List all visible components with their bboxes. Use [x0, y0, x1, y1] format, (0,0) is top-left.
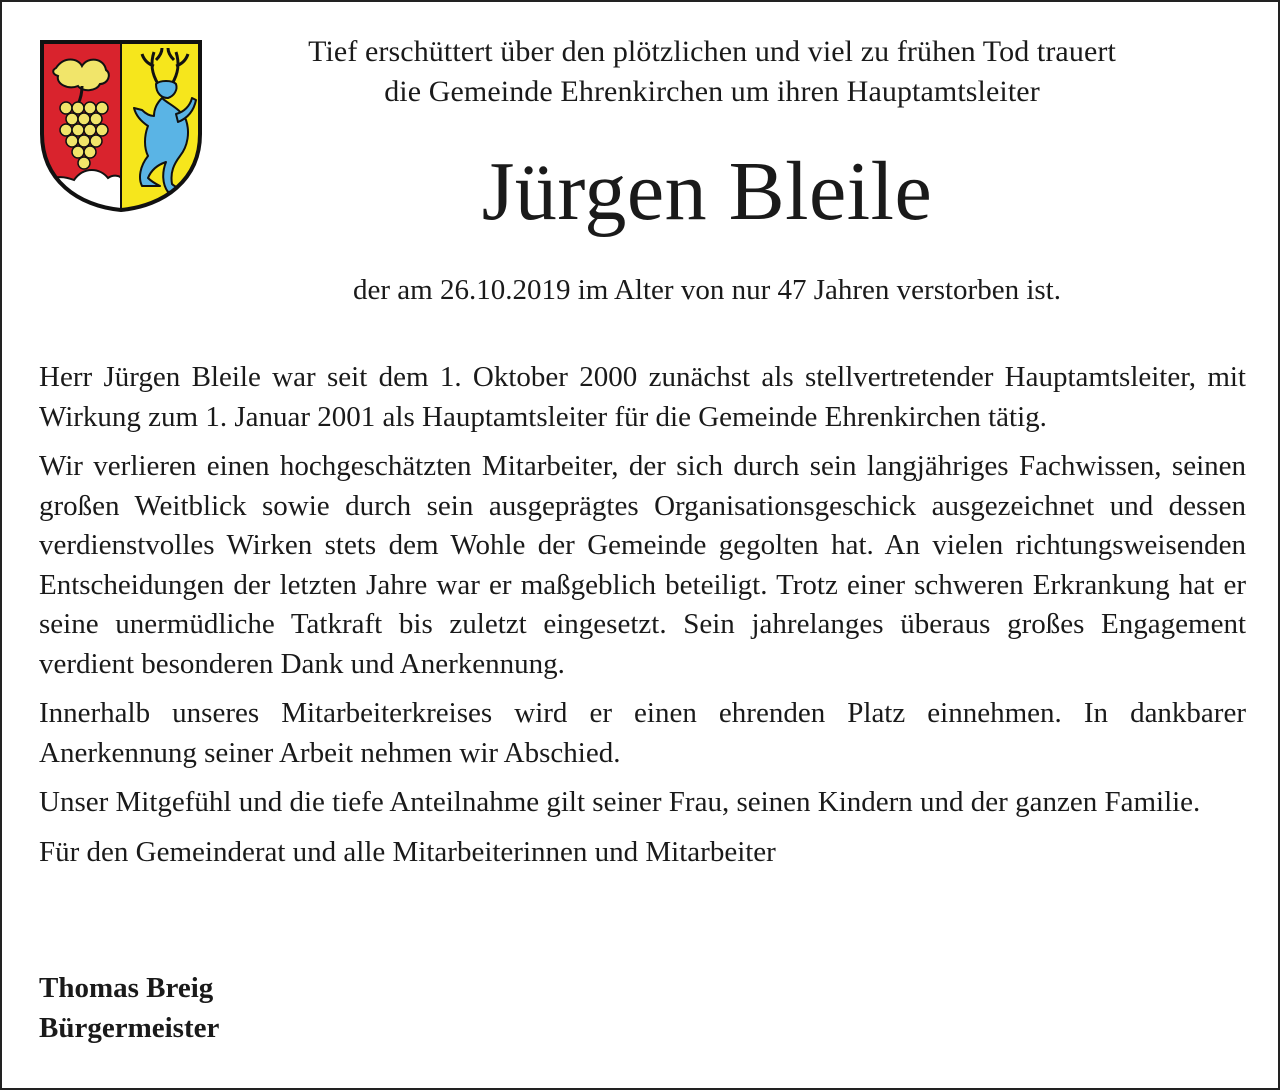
- paragraph-tribute: Wir verlieren einen hochgeschätzten Mitarbeiter, der sich durch sein langjähriges Fachwissen, seinen großen Weitblick sowie durch sein ausgeprägtes Organisationsgeschick ausgezeichnet und dessen verdienstvolles Wirken stets dem Wohle der Gemeinde gegolten hat. An vielen richtungsweisenden Entscheidungen der letzten Jahre war er maßgeblich beteiligt. Trotz einer schweren Erkrankung hat er seine unermüdliche Tatkraft bis zuletzt eingesetzt. Sein jahrelanges überaus großes Engagement verdient besonderen Dank und Anerkennung.: [39, 450, 1246, 680]
- intro-line-2: die Gemeinde Ehrenkirchen um ihren Hauptamtsleiter: [384, 75, 1040, 108]
- coat-of-arms-icon: [38, 38, 204, 214]
- paragraph-career: Herr Jürgen Bleile war seit dem 1. Oktober 2000 zunächst als stellvertretender Hauptamtsleiter, mit Wirkung zum 1. Januar 2001 als Hauptamtsleiter für die Gemeinde Ehrenkirchen tätig.: [39, 361, 1246, 433]
- paragraph-condolences: Unser Mitgefühl und die tiefe Anteilnahme gilt seiner Frau, seinen Kindern und der ganzen Familie.: [39, 786, 1201, 818]
- obituary-body: [39, 358, 1246, 882]
- paragraph-on-behalf: Für den Gemeinderat und alle Mitarbeiterinnen und Mitarbeiter: [39, 835, 776, 868]
- signer-name: Thomas Breig: [39, 972, 214, 1004]
- signer-title: Bürgermeister: [39, 1012, 220, 1044]
- intro-line-1: Tief erschüttert über den plötzlichen und viel zu frühen Tod trauert: [308, 35, 1116, 68]
- deceased-name: Jürgen Bleile: [481, 145, 933, 238]
- intro-text: [222, 32, 1202, 112]
- paragraph-farewell: Innerhalb unseres Mitarbeiterkreises wird er einen ehrenden Platz einnehmen. In dankbarer Anerkennung seiner Arbeit nehmen wir Abschied.: [39, 697, 1246, 769]
- death-date-line: der am 26.10.2019 im Alter von nur 47 Jahren verstorben ist.: [353, 274, 1061, 306]
- signature-block: [39, 968, 219, 1048]
